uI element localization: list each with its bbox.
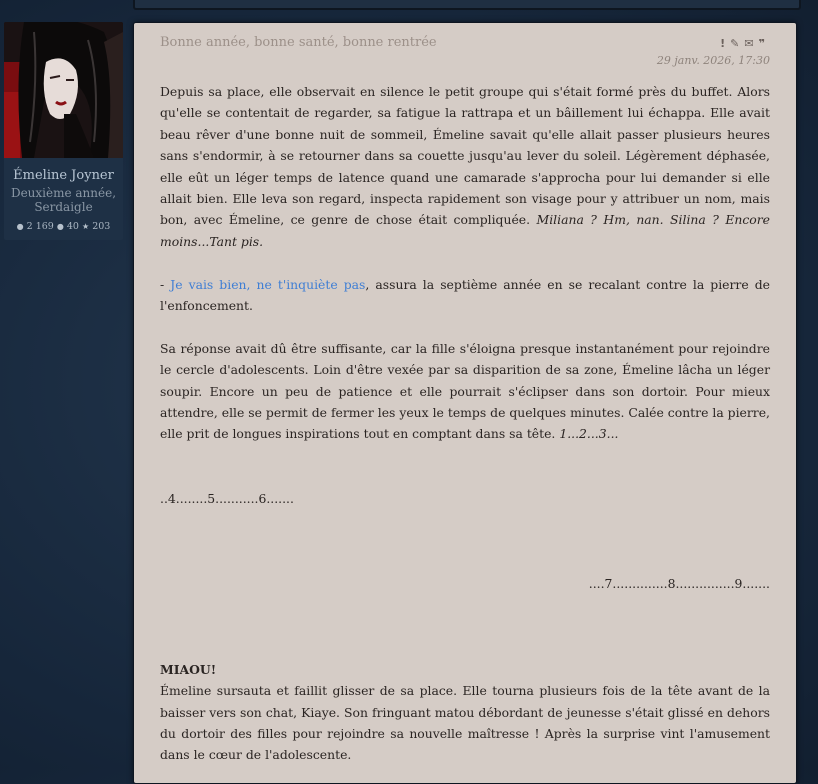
counting-right: ....7..............8...............9.......	[588, 576, 770, 592]
post-body	[160, 81, 770, 766]
counting: 1...2...3...	[559, 426, 619, 442]
counting-left: ..4........5...........6.......	[160, 490, 294, 506]
paragraph-1: Depuis sa place, elle observait en silence le petit groupe qui s'était formé près du buffet. Alors qu'elle se contentait de regarder, sa fatigue la rattrapa et un bâillement lui échappa. Elle avait beau rêver d'une bonne nuit de sommeil, Émeline savait qu'elle allait passer plusieurs heures sans s'endormir, à se retourner dans sa couette jusqu'au lever du soleil. Légèrement déphasée, elle eût un léger temps de latence quand une camarade s'approcha pour lui demander si elle allait bien. Elle leva son regard, inspecta rapidement son visage pour y attribuer un nom, mais bon, avec Émeline, ce genre de chose était compliquée. Miliana ? Hm, nan. Silina ? Encore moins...Tant pis.	[160, 84, 770, 249]
miaou: MIAOU!	[160, 661, 217, 677]
post-date: 29 janv. 2026, 17:30	[656, 54, 770, 67]
star-icon: ★	[82, 222, 90, 231]
report-icon[interactable]: !	[720, 37, 731, 50]
message-icon[interactable]: ✉	[744, 37, 759, 50]
inner-thought: Miliana ? Hm, nan. Silina ? Encore moins...Tant pis.	[160, 212, 770, 249]
post-actions	[720, 37, 770, 50]
edit-icon[interactable]: ✎	[730, 37, 745, 50]
speech-bubble-icon: ●	[16, 222, 24, 231]
posts-count: 2 169	[26, 221, 54, 232]
quote-icon[interactable]: ❞	[758, 37, 770, 50]
post-title[interactable]: Bonne année, bonne santé, bonne rentrée	[160, 35, 437, 50]
paragraph-2: - Je vais bien, ne t'inquiète pas, assura la septième année en se recalant contre la pierre de l'enfoncement.	[160, 276, 770, 314]
coins-count: 40	[66, 221, 79, 232]
author-profile	[4, 22, 123, 240]
previous-post-edge	[133, 0, 801, 10]
forum-post	[133, 22, 797, 784]
paragraph-5: Émeline sursauta et faillit glisser de sa place. Elle tourna plusieurs fois de la tête avant de la baisser vers son chat, Kiaye. Son fringuant matou débordant de jeunesse s'était glissé en dehors du dortoir des filles pour rejoindre sa nouvelle maîtresse ! Après la surprise vint l'amusement dans le cœur de l'adolescente.	[160, 683, 770, 763]
user-rank: Deuxième année, Serdaigle	[10, 186, 117, 214]
coin-icon: ●	[56, 222, 64, 231]
paragraph-3: Sa réponse avait dû être suffisante, car la fille s'éloigna presque instantanément pour rejoindre le cercle d'adolescents. Loin d'être vexée par sa disparition de sa zone, Émeline lâcha un léger soupir. Encore un peu de patience et elle pourrait s'éclipser dans son dortoir. Pour mieux attendre, elle se permit de fermer les yeux le temps de quelques minutes. Calée contre la pierre, elle prit de longues inspirations tout en comptant dans sa tête. 1...2...3...	[160, 340, 770, 442]
username[interactable]: Émeline Joyner	[13, 168, 114, 183]
avatar[interactable]	[4, 22, 123, 158]
dialogue: Je vais bien, ne t'inquiète pas	[170, 276, 366, 292]
user-stats	[4, 221, 123, 232]
points-count: 203	[92, 221, 111, 232]
